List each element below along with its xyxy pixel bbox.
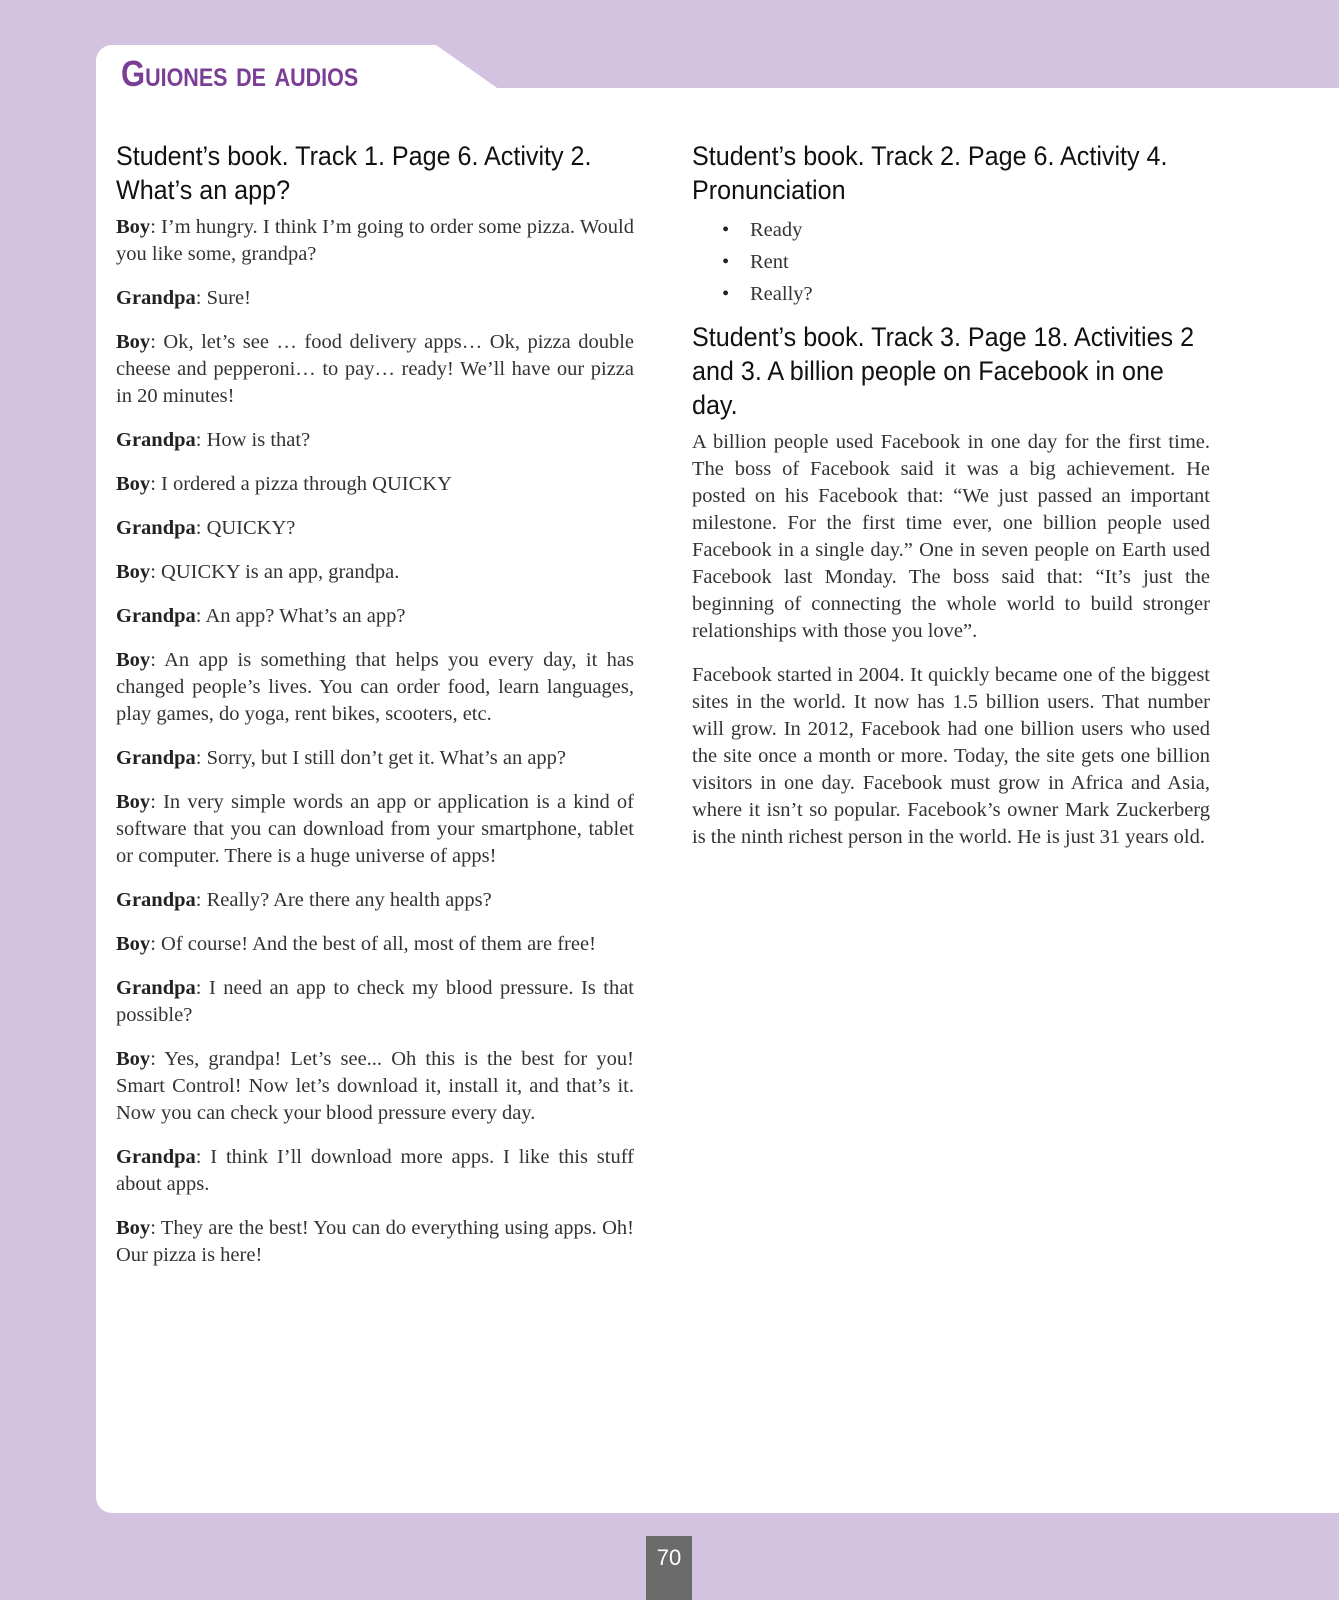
dialogue-line <box>116 931 634 958</box>
right-column <box>692 139 1210 868</box>
dialogue-text: : They are the best! You can do everything using apps. Oh! Our pizza is here! <box>116 1217 634 1266</box>
dialogue-text: : Sure! <box>195 287 251 309</box>
speaker-name: Grandpa <box>116 747 196 769</box>
dialogue-text: : QUICKY is an app, grandpa. <box>150 561 400 583</box>
dialogue-text: : I think I’ll download more apps. I like this stuff about apps. <box>116 1146 634 1195</box>
dialogue-line <box>116 471 634 498</box>
speaker-name: Grandpa <box>116 977 196 999</box>
dialogue-line <box>116 427 634 454</box>
dialogue-line <box>116 515 634 542</box>
dialogue-text: : Sorry, but I still don’t get it. What’s an app? <box>195 747 567 769</box>
dialogue <box>116 214 634 1269</box>
speaker-name: Grandpa <box>116 1146 196 1168</box>
dialogue-line <box>116 647 634 728</box>
dialogue-line <box>116 887 634 914</box>
speaker-name: Grandpa <box>116 889 196 911</box>
dialogue-text: : I ordered a pizza through QUICKY <box>150 473 452 495</box>
dialogue-text: : In very simple words an app or application is a kind of software that you can download from your smartphone, tablet or computer. There is a huge universe of apps! <box>116 791 634 867</box>
track2-heading: Student’s book. Track 2. Page 6. Activity 4. Pronunciation <box>692 141 1168 205</box>
speaker-name: Boy <box>116 331 151 353</box>
dialogue-line <box>116 1215 634 1269</box>
dialogue-line <box>116 329 634 410</box>
pronunciation-item: • Ready <box>722 214 1210 246</box>
dialogue-text: : Really? Are there any health apps? <box>195 889 492 911</box>
speaker-name: Boy <box>116 1048 151 1070</box>
dialogue-text: : An app is something that helps you every day, it has changed people’s lives. You can order food, learn languages, play games, do yoga, rent bikes, scooters, etc. <box>116 649 634 725</box>
speaker-name: Grandpa <box>116 605 196 627</box>
pronunciation-list <box>692 214 1210 310</box>
dialogue-line <box>116 559 634 586</box>
dialogue-line <box>116 745 634 772</box>
dialogue-text: : Yes, grandpa! Let’s see... Oh this is the best for you! Smart Control! Now let’s download it, install it, and that’s it. Now you can check your blood pressure every day. <box>116 1048 634 1124</box>
speaker-name: Grandpa <box>116 429 196 451</box>
dialogue-line <box>116 789 634 870</box>
speaker-name: Boy <box>116 216 151 238</box>
dialogue-line <box>116 1046 634 1127</box>
speaker-name: Boy <box>116 791 151 813</box>
speaker-name: Grandpa <box>116 287 196 309</box>
track1-heading: Student’s book. Track 1. Page 6. Activity 2. What’s an app? <box>116 141 592 205</box>
page-number: 70 <box>646 1536 692 1600</box>
dialogue-text: : I’m hungry. I think I’m going to order some pizza. Would you like some, grandpa? <box>116 216 634 265</box>
dialogue-line <box>116 975 634 1029</box>
speaker-name: Boy <box>116 649 151 671</box>
dialogue-text: : I need an app to check my blood pressure. Is that possible? <box>116 977 634 1026</box>
dialogue-line <box>116 285 634 312</box>
dialogue-text: : An app? What’s an app? <box>195 605 406 627</box>
dialogue-text: : QUICKY? <box>195 517 296 539</box>
track3-heading: Student’s book. Track 3. Page 18. Activities 2 and 3. A billion people on Facebook in one day. <box>692 322 1195 420</box>
dialogue-line <box>116 1144 634 1198</box>
track1-column <box>116 139 634 1286</box>
speaker-name: Grandpa <box>116 517 196 539</box>
track3-paragraph: A billion people used Facebook in one day for the first time. The boss of Facebook said it was a big achievement. He posted on his Facebook that: “We just passed an important milestone. For the first time ever, one billion people used Facebook in a single day.” One in seven people on Earth used Facebook last Monday. The boss said that: “It’s just the beginning of connecting the whole world to build stronger relationships with those you love”. <box>692 431 1210 642</box>
pronunciation-item: • Really? <box>722 278 1210 310</box>
speaker-name: Boy <box>116 933 151 955</box>
dialogue-text: : How is that? <box>195 429 311 451</box>
dialogue-line <box>116 603 634 630</box>
title-tab-slope <box>420 45 500 90</box>
section-title: Guiones de audios <box>121 53 359 94</box>
speaker-name: Boy <box>116 1217 151 1239</box>
speaker-name: Boy <box>116 473 151 495</box>
speaker-name: Boy <box>116 561 151 583</box>
dialogue-line <box>116 214 634 268</box>
dialogue-text: : Ok, let’s see … food delivery apps… Ok, pizza double cheese and pepperoni… to pay… ready! We’ll have our pizza in 20 minutes! <box>116 331 634 407</box>
dialogue-text: : Of course! And the best of all, most of them are free! <box>150 933 596 955</box>
pronunciation-item: • Rent <box>722 246 1210 278</box>
track3-paragraph: Facebook started in 2004. It quickly became one of the biggest sites in the world. It now has 1.5 billion users. That number will grow. In 2012, Facebook had one billion users who used the site once a month or more. Today, the site gets one billion visitors in one day. Facebook must grow in Africa and Asia, where it isn’t so popular. Facebook’s owner Mark Zuckerberg is the ninth richest person in the world. He is just 31 years old. <box>692 664 1210 848</box>
